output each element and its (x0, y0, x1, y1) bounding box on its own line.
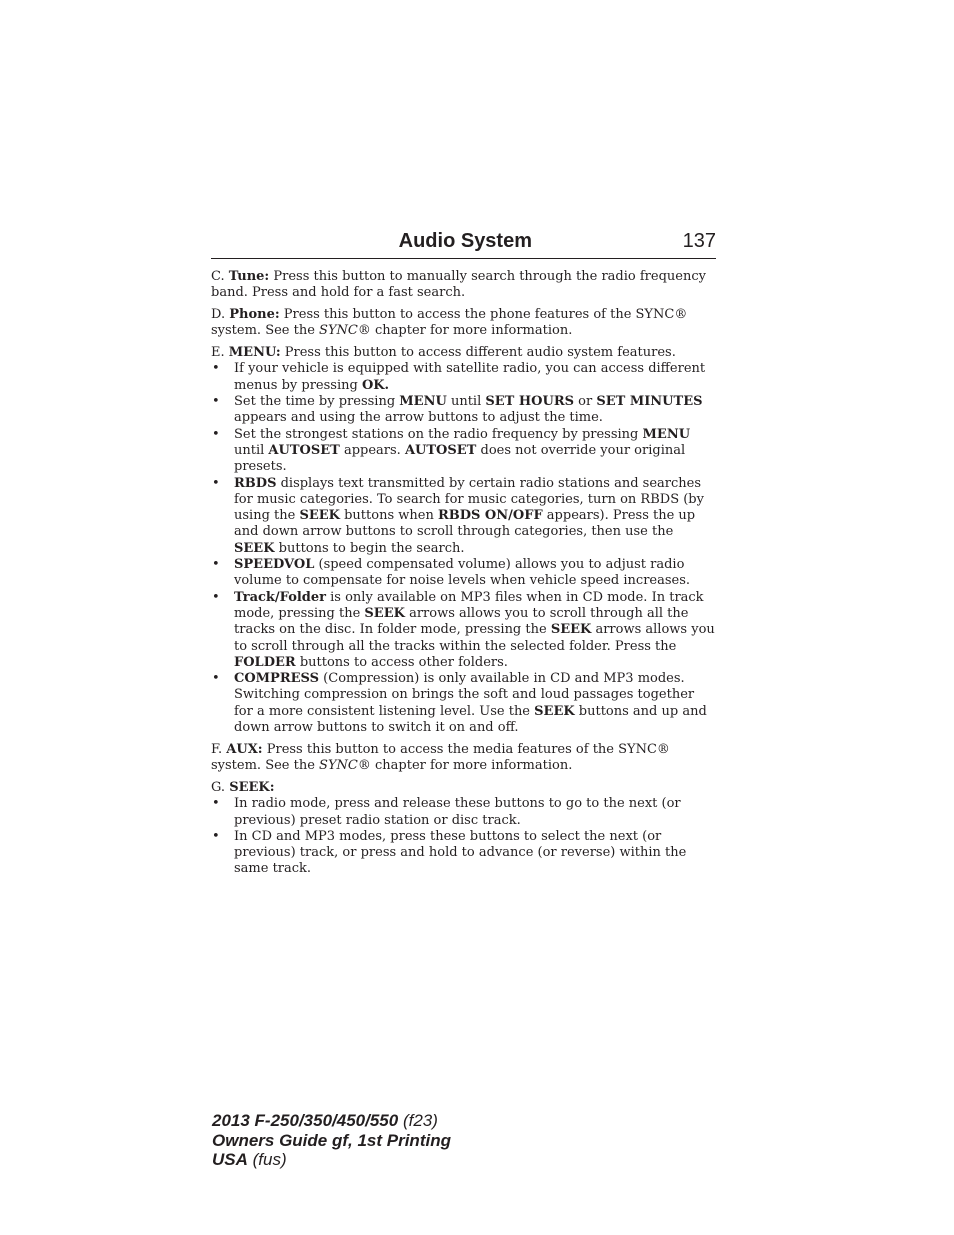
paragraph-menu: E. MENU: Press this button to access different audio system features. (211, 345, 676, 361)
sync-reference: SYNC® (319, 758, 371, 774)
list-item: • SPEEDVOL (speed compensated volume) allows you to adjust radio volume to compensate for noise levels when vehicle speed increases. (211, 557, 716, 590)
page-header (211, 228, 716, 259)
menu-bullet-list (211, 361, 716, 736)
term-aux: AUX: (226, 741, 263, 757)
term-seek: SEEK: (229, 779, 275, 795)
page-number: 137 (682, 230, 716, 252)
footer-line-guide: Owners Guide gf, 1st Printing (212, 1130, 451, 1150)
term-menu: MENU: (228, 345, 281, 361)
page-content (211, 228, 716, 878)
paragraph-phone: D. Phone: Press this button to access the phone features of the SYNC® system. See the SYNC® chapter for more information. (211, 307, 688, 339)
list-item: • If your vehicle is equipped with satellite radio, you can access different menus by pressing OK. (211, 361, 716, 394)
page-footer (212, 1111, 451, 1170)
paragraph-seek: G. SEEK: (211, 779, 275, 795)
seek-bullet-list (211, 796, 716, 877)
footer-line-model: 2013 F-250/350/450/550 (f23) (212, 1111, 438, 1130)
paragraph-aux: F. AUX: Press this button to access the media features of the SYNC® system. See the SYNC® chapter for more information. (211, 741, 670, 774)
list-item: • Set the strongest stations on the radio frequency by pressing MENU until AUTOSET appears. AUTOSET does not override your original presets. (211, 427, 716, 476)
paragraph-tune: C. Tune: Press this button to manually search through the radio frequency band. Press and hold for a fast search. (211, 269, 706, 301)
list-item: • In CD and MP3 modes, press these buttons to select the next (or previous) track, or press and hold to advance (or reverse) within the same track. (211, 829, 716, 878)
list-item: • Set the time by pressing MENU until SET HOURS or SET MINUTES appears and using the arrow buttons to adjust the time. (211, 394, 716, 427)
list-item: • Track/Folder is only available on MP3 files when in CD mode. In track mode, pressing the SEEK arrows allows you to scroll through all the tracks on the disc. In folder mode, pressing the SEEK arrows allows you to scroll through all the tracks within the selected folder. Press the FOLDER buttons to access other folders. (211, 590, 716, 671)
list-item: • RBDS displays text transmitted by certain radio stations and searches for music categories. To search for music categories, turn on RBDS (by using the SEEK buttons when RBDS ON/OFF appears). Press the up and down arrow buttons to scroll through categories, then use the SEEK buttons to begin the search. (211, 476, 716, 557)
list-item: • COMPRESS (Compression) is only available in CD and MP3 modes. Switching compression on brings the soft and loud passages together for a more consistent listening level. Use the SEEK buttons and up and down arrow buttons to switch it on and off. (211, 671, 716, 736)
section-title: Audio System (398, 230, 532, 252)
footer-line-market: USA (fus) (212, 1150, 287, 1169)
sync-reference: SYNC® (319, 323, 371, 339)
document-body (211, 269, 716, 878)
list-item: • In radio mode, press and release these buttons to go to the next (or previous) preset radio station or disc track. (211, 796, 716, 829)
term-tune: Tune: (228, 269, 270, 284)
term-phone: Phone: (229, 307, 280, 323)
